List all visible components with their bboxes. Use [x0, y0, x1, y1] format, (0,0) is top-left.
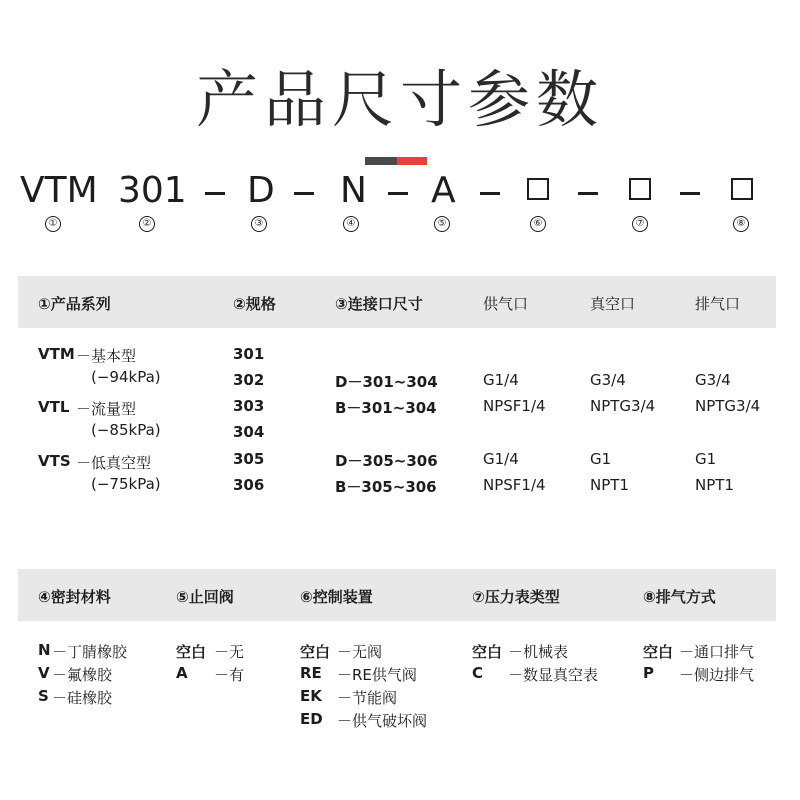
- code-part-seal: N: [340, 170, 367, 211]
- code-part-connection: D: [247, 170, 275, 211]
- check-code: 空白: [176, 643, 207, 661]
- code-dash: [388, 192, 408, 195]
- exhaust-port-value: G1: [695, 450, 717, 468]
- code-dash: [205, 192, 225, 195]
- exhaust-port-value: G3/4: [695, 371, 731, 389]
- series-pressure: (−75kPa): [91, 475, 161, 493]
- control-desc: －节能阀: [337, 689, 398, 707]
- seal-desc: －硅橡胶: [52, 689, 113, 707]
- connection-size: D－301~304: [335, 373, 438, 391]
- header-seal-material: ④密封材料: [38, 588, 111, 606]
- code-box-gauge: [629, 178, 651, 200]
- control-code: EK: [300, 687, 322, 705]
- vacuum-port-value: NPTG3/4: [590, 397, 656, 415]
- control-code: 空白: [300, 643, 331, 661]
- exhaust-desc: －通口排气: [679, 643, 755, 661]
- gauge-desc: －数显真空表: [508, 666, 599, 684]
- control-desc: －RE供气阀: [337, 666, 417, 684]
- series-code: VTL: [38, 398, 70, 416]
- code-dash: [680, 192, 700, 195]
- header-exhaust-port: 排气口: [695, 295, 741, 313]
- marker-3: ③: [251, 216, 267, 232]
- header-supply-port: 供气口: [483, 295, 529, 313]
- series-pressure: (−94kPa): [91, 368, 161, 386]
- series-name: －基本型: [76, 347, 137, 365]
- vacuum-port-value: G3/4: [590, 371, 626, 389]
- supply-port-value: G1/4: [483, 450, 519, 468]
- header-control-device: ⑥控制装置: [300, 588, 373, 606]
- marker-1: ①: [45, 216, 61, 232]
- page-title: 产品尺寸参数: [195, 63, 604, 136]
- header-vacuum-port: 真空口: [590, 295, 636, 313]
- check-desc: －有: [214, 666, 245, 684]
- code-part-spec: 301: [118, 170, 187, 211]
- vacuum-port-value: NPT1: [590, 476, 629, 494]
- marker-8: ⑧: [733, 216, 749, 232]
- spec-value: 303: [233, 397, 265, 415]
- vacuum-port-value: G1: [590, 450, 612, 468]
- spec-value: 304: [233, 423, 265, 441]
- seal-code: S: [38, 687, 49, 705]
- connection-size: D－305~306: [335, 452, 438, 470]
- marker-7: ⑦: [632, 216, 648, 232]
- header-gauge-type: ⑦压力表类型: [472, 588, 560, 606]
- spec-value: 301: [233, 345, 265, 363]
- marker-6: ⑥: [530, 216, 546, 232]
- gauge-code: 空白: [472, 643, 503, 661]
- exhaust-port-value: NPTG3/4: [695, 397, 761, 415]
- header-connection-size: ③连接口尺寸: [335, 295, 423, 313]
- gauge-code: C: [472, 664, 484, 682]
- code-part-series: VTM: [20, 170, 98, 211]
- spec-value: 302: [233, 371, 265, 389]
- spec-value: 306: [233, 476, 265, 494]
- marker-2: ②: [139, 216, 155, 232]
- seal-code: N: [38, 641, 51, 659]
- code-box-exhaust: [731, 178, 753, 200]
- header-product-series: ①产品系列: [38, 295, 111, 313]
- marker-4: ④: [343, 216, 359, 232]
- supply-port-value: NPSF1/4: [483, 397, 546, 415]
- header-check-valve: ⑤止回阀: [176, 588, 234, 606]
- title-accent-red: [397, 157, 427, 165]
- series-name: －流量型: [76, 400, 137, 418]
- control-code: RE: [300, 664, 322, 682]
- code-box-control: [527, 178, 549, 200]
- exhaust-code: 空白: [643, 643, 674, 661]
- connection-size: B－305~306: [335, 478, 437, 496]
- code-dash: [480, 192, 500, 195]
- spec-value: 305: [233, 450, 265, 468]
- seal-code: V: [38, 664, 50, 682]
- title-accent-dark: [365, 157, 397, 165]
- header-exhaust-method: ⑧排气方式: [643, 588, 716, 606]
- exhaust-port-value: NPT1: [695, 476, 734, 494]
- series-code: VTS: [38, 452, 71, 470]
- connection-size: B－301~304: [335, 399, 437, 417]
- supply-port-value: NPSF1/4: [483, 476, 546, 494]
- seal-desc: －氟橡胶: [52, 666, 113, 684]
- code-part-check: A: [431, 170, 456, 211]
- exhaust-code: P: [643, 664, 654, 682]
- control-desc: －无阀: [337, 643, 383, 661]
- header-spec: ②规格: [233, 295, 276, 313]
- exhaust-desc: －侧边排气: [679, 666, 755, 684]
- series-code: VTM: [38, 345, 75, 363]
- series-pressure: (−85kPa): [91, 421, 161, 439]
- check-code: A: [176, 664, 188, 682]
- control-desc: －供气破坏阀: [337, 712, 428, 730]
- code-dash: [294, 192, 314, 195]
- gauge-desc: －机械表: [508, 643, 569, 661]
- supply-port-value: G1/4: [483, 371, 519, 389]
- marker-5: ⑤: [434, 216, 450, 232]
- code-dash: [578, 192, 598, 195]
- control-code: ED: [300, 710, 323, 728]
- series-name: －低真空型: [76, 454, 152, 472]
- seal-desc: －丁腈橡胶: [52, 643, 128, 661]
- check-desc: －无: [214, 643, 245, 661]
